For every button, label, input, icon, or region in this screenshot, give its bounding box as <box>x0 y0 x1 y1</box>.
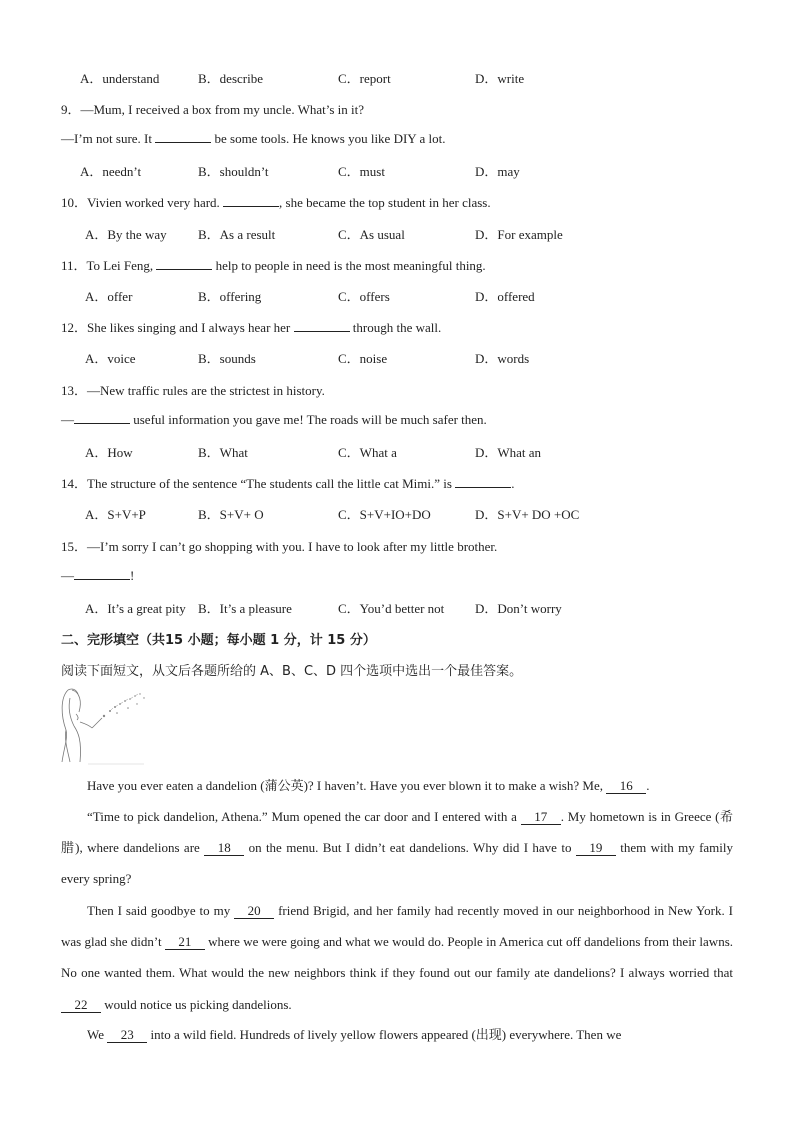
q10-answer-blank[interactable] <box>223 194 279 207</box>
p1-text-b: . <box>646 778 650 793</box>
blank-16[interactable]: 16 <box>606 779 646 794</box>
q14-option-a[interactable]: A．S+V+P <box>85 507 146 522</box>
q12-after: through the wall. <box>349 320 442 335</box>
q14-before: 14．The structure of the sentence “The students call the little cat Mimi.” is <box>61 476 456 491</box>
q15-reply-after: ! <box>130 568 135 583</box>
q15-option-a[interactable]: A．It’s a great pity <box>85 601 186 616</box>
q8-option-d[interactable]: D．write <box>475 71 525 86</box>
q8-option-c[interactable]: C．report <box>338 71 391 86</box>
q11-after: help to people in need is the most meaningful thing. <box>212 258 486 273</box>
q10-option-b[interactable]: B．As a result <box>198 227 276 242</box>
q9-reply-before: —I’m not sure. It <box>61 131 156 146</box>
q13-answer-blank[interactable] <box>74 411 130 424</box>
q9-answer-blank[interactable] <box>155 130 211 143</box>
q15-reply-before: — <box>61 568 74 583</box>
q13-reply-after: useful information you gave me! The roads will be much safer then. <box>130 412 487 427</box>
q10-before: 10．Vivien worked very hard. <box>61 195 224 210</box>
q8-option-a[interactable]: A．understand <box>80 71 160 86</box>
q14-option-b[interactable]: B．S+V+ O <box>198 507 264 522</box>
q9-option-c[interactable]: C．must <box>338 164 385 179</box>
q13-stem: 13．—New traffic rules are the strictest in history. <box>61 383 325 398</box>
q9-reply-after: be some tools. He knows you like DIY a lot. <box>211 131 446 146</box>
q12-option-c[interactable]: C．noise <box>338 351 388 366</box>
q10-option-a[interactable]: A．By the way <box>85 227 167 242</box>
q9-reply <box>61 130 445 147</box>
p2-text-b: . My hometown is in Greece (希腊), where dandelions are <box>61 809 733 856</box>
q10-option-c[interactable]: C．As usual <box>338 227 405 242</box>
q11-before: 11．To Lei Feng, <box>61 258 157 273</box>
q9-stem: 9．—Mum, I received a box from my uncle. What’s in it? <box>61 102 365 117</box>
section-instruction: 阅读下面短文，从文后各题所给的 A、B、C、D 四个选项中选出一个最佳答案。 <box>61 664 523 679</box>
q10-after: , she became the top student in her class. <box>279 195 491 210</box>
q11-stem <box>61 255 486 274</box>
q14-option-d[interactable]: D．S+V+ DO +OC <box>475 507 580 522</box>
q14-option-c[interactable]: C．S+V+IO+DO <box>338 507 431 522</box>
p3-text-a: Then I said goodbye to my <box>87 903 235 918</box>
q15-stem: 15．—I’m sorry I can’t go shopping with you. I have to look after my little brother. <box>61 539 498 554</box>
q15-option-d[interactable]: D．Don’t worry <box>475 601 562 616</box>
passage-paragraph-2 <box>61 801 733 895</box>
q14-after: . <box>511 476 515 491</box>
p4-text-b: into a wild field. Hundreds of lively yellow flowers appeared (出现) everywhere. Then we <box>147 1027 622 1042</box>
q13-option-d[interactable]: D．What an <box>475 445 542 460</box>
q15-option-c[interactable]: C．You’d better not <box>338 601 445 616</box>
girl-blowing-dandelion-illustration <box>58 686 150 766</box>
q8-option-b[interactable]: B．describe <box>198 71 263 86</box>
passage-paragraph-1 <box>61 770 733 801</box>
q12-before: 12．She likes singing and I always hear her <box>61 320 294 335</box>
blank-18[interactable]: 18 <box>204 841 244 856</box>
q14-answer-blank[interactable] <box>455 475 511 488</box>
q10-stem <box>61 192 491 211</box>
q15-option-b[interactable]: B．It’s a pleasure <box>198 601 292 616</box>
q12-option-d[interactable]: D．words <box>475 351 530 366</box>
p3-text-b: friend Brigid, and her family had recently moved in our neighborhood in New York. I was glad she didn’t <box>61 903 733 950</box>
q12-answer-blank[interactable] <box>294 319 350 332</box>
blank-17[interactable]: 17 <box>521 810 561 825</box>
blank-23[interactable]: 23 <box>107 1028 147 1043</box>
passage-paragraph-4 <box>61 1019 733 1050</box>
p3-text-c: where we were going and what we would do. People in America cut off dandelions from their lawns. No one wanted them. What would the new neighbors think if they found out our family ate dandelions? I always worried that <box>61 934 733 981</box>
blank-22[interactable]: 22 <box>61 998 101 1013</box>
q9-option-a[interactable]: A．needn’t <box>80 164 142 179</box>
q12-option-b[interactable]: B．sounds <box>198 351 256 366</box>
q13-option-b[interactable]: B．What <box>198 445 248 460</box>
p3-text-d: would notice us picking dandelions. <box>101 996 292 1012</box>
blank-19[interactable]: 19 <box>576 841 616 856</box>
q13-reply-before: — <box>61 412 74 427</box>
q12-stem <box>61 317 441 336</box>
q11-option-d[interactable]: D．offered <box>475 289 535 304</box>
q13-option-c[interactable]: C．What a <box>338 445 397 460</box>
q13-option-a[interactable]: A．How <box>85 445 133 460</box>
q11-option-b[interactable]: B．offering <box>198 289 262 304</box>
q10-option-d[interactable]: D．For example <box>475 227 563 242</box>
passage-paragraph-3 <box>61 895 733 1020</box>
p2-text-a: “Time to pick dandelion, Athena.” Mum opened the car door and I entered with a <box>87 809 521 824</box>
section-title: 二、完形填空（共15 小题；每小题 1 分，计 15 分） <box>61 633 376 648</box>
q11-answer-blank[interactable] <box>156 257 212 270</box>
q9-option-d[interactable]: D．may <box>475 164 520 179</box>
q13-reply <box>61 411 487 428</box>
q11-option-c[interactable]: C．offers <box>338 289 390 304</box>
q14-stem <box>61 473 514 492</box>
q11-option-a[interactable]: A．offer <box>85 289 133 304</box>
p2-text-d: them with my family every spring? <box>61 840 734 887</box>
p1-text-a: Have you ever eaten a dandelion (蒲公英)? I haven’t. Have you ever blown it to make a wish? Me, <box>87 778 607 793</box>
q15-reply <box>61 567 134 584</box>
p2-text-c: on the menu. But I didn’t eat dandelions. Why did I have to <box>244 840 576 856</box>
q15-answer-blank[interactable] <box>74 567 130 580</box>
blank-21[interactable]: 21 <box>165 935 205 950</box>
p4-text-a: We <box>87 1027 108 1042</box>
blank-20[interactable]: 20 <box>234 904 274 919</box>
q12-option-a[interactable]: A．voice <box>85 351 136 366</box>
q9-option-b[interactable]: B．shouldn’t <box>198 164 269 179</box>
